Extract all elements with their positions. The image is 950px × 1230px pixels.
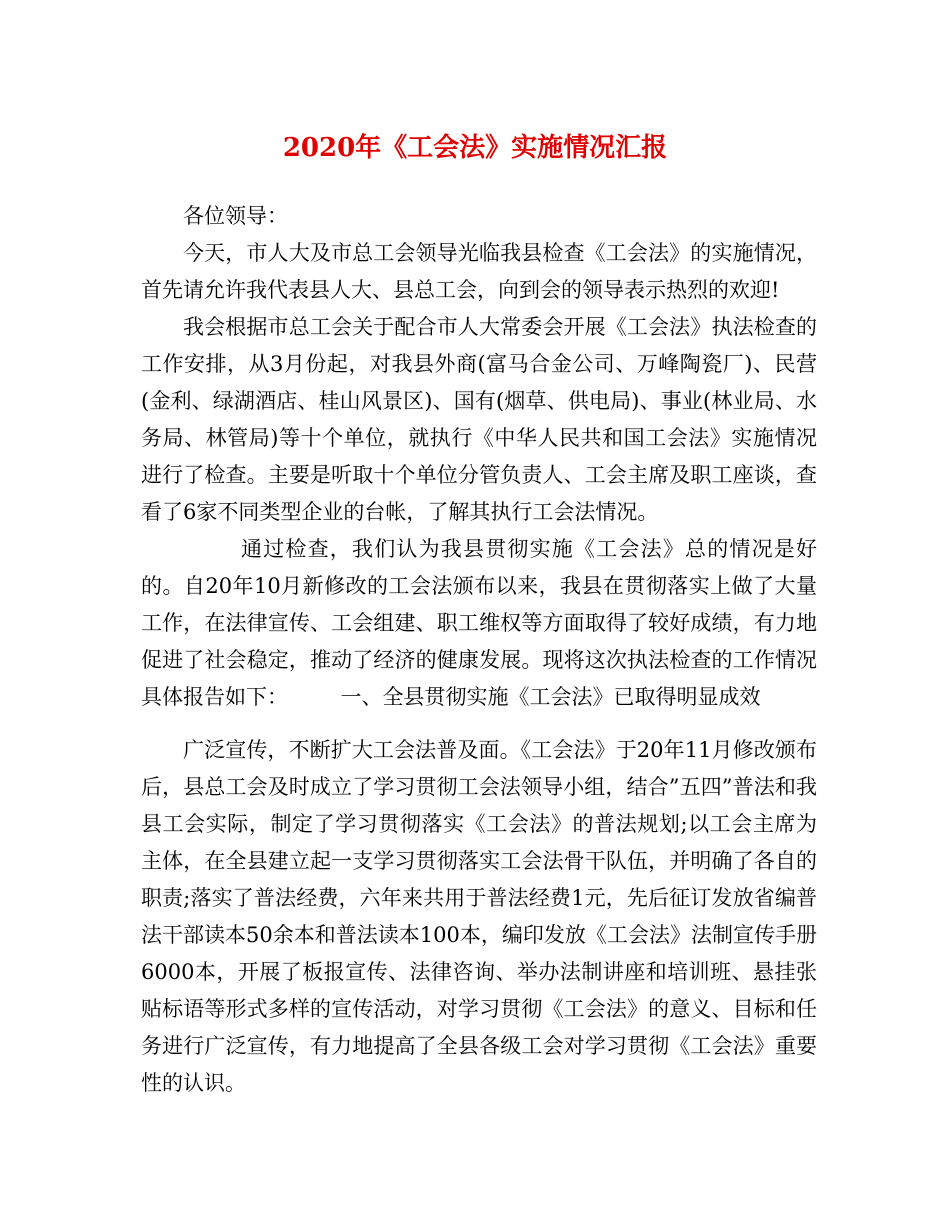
paragraph-greeting: 各位领导： <box>183 204 288 228</box>
document-body <box>141 198 817 1102</box>
paragraph-publicity: 广泛宣传，不断扩大工会法普及面。《工会法》于20年11月修改颁布后，县总工会及时成立了学习贯彻工会法领导小组，结合”五四”普法和我县工会实际，制定了学习贯彻落实《工会法》的普法规划;以工会主席为主体，在全县建立起一支学习贯彻落实工会法骨干队伍，并明确了各自的职责;落实了普法经费，六年来共用于普法经费1元，先后征订发放省编普法干部读本50余本和普法读本100本，编印发放《工会法》法制宣传手册6000本，开展了板报宣传、法律咨询、举办法制讲座和培训班、悬挂张贴标语等形式多样的宣传活动，对学习贯彻《工会法》的意义、目标和任务进行广泛宣传，有力地提高了全县各级工会对学习贯彻《工会法》重要性的认识。 <box>141 738 817 1095</box>
paragraph-welcome: 今天，市人大及市总工会领导光临我县检查《工会法》的实施情况，首先请允许我代表县人大、县总工会，向到会的领导表示热烈的欢迎! <box>141 241 817 302</box>
paragraph-conclusion: 通过检查，我们认为我县贯彻实施《工会法》总的情况是好的。自20年10月新修改的工会法颁布以来，我县在贯彻落实上做了大量工作，在法律宣传、工会组建、职工维权等方面取得了较好成绩，有力地促进了社会稳定，推动了经济的健康发展。现将这次执法检查的工作情况具体报告如下： 一、全县贯彻实施《工会法》已取得明显成效 <box>141 537 817 709</box>
document-title: 2020年《工会法》实施情况汇报 <box>282 133 668 163</box>
paragraph-inspection: 我会根据市总工会关于配合市人大常委会开展《工会法》执法检查的工作安排，从3月份起，对我县外商(富马合金公司、万峰陶瓷厂)、民营(金利、绿湖酒店、桂山风景区)、国有(烟草、供电局)、事业(林业局、水务局、林管局)等十个单位，就执行《中华人民共和国工会法》实施情况进行了检查。主要是听取十个单位分管负责人、工会主席及职工座谈，查看了6家不同类型企业的台帐，了解其执行工会法情况。 <box>141 315 817 524</box>
